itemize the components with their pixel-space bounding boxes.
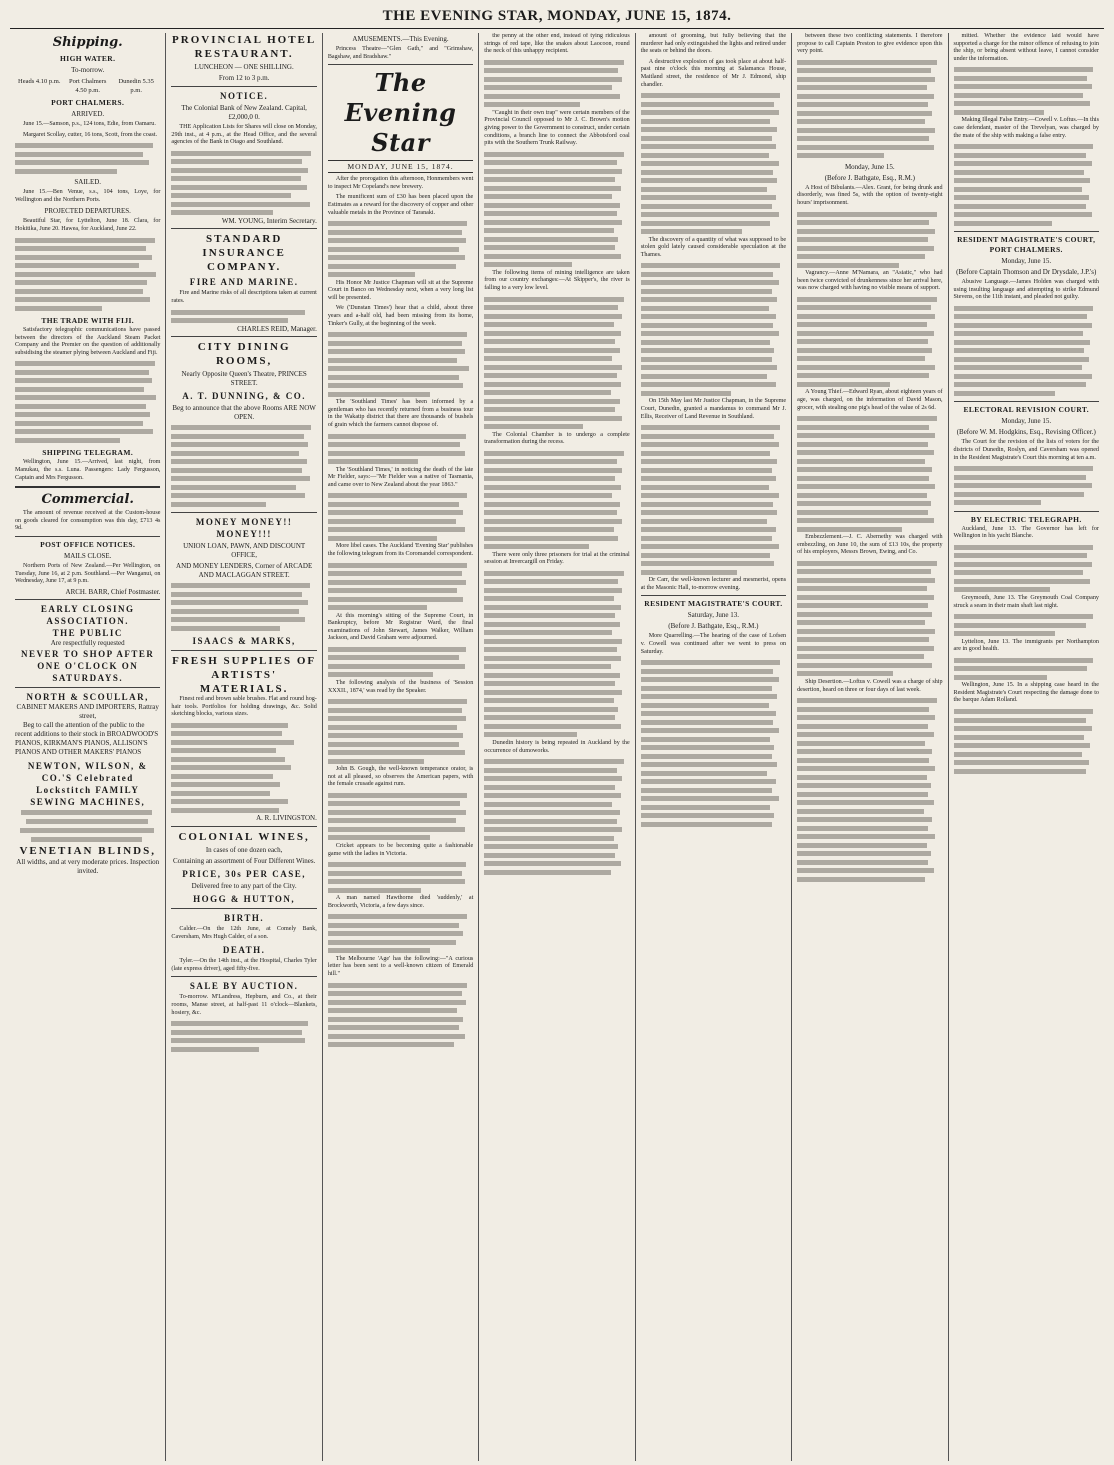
column-4 bbox=[479, 33, 635, 1461]
body-text bbox=[641, 92, 786, 237]
early-closing-line: Are respectfully requested bbox=[50, 639, 125, 648]
body-text bbox=[15, 237, 160, 314]
divider bbox=[954, 231, 1099, 232]
article-paragraph: Making Illegal False Entry.—Cowell v. Loftus.—In this case defendant, master of the Trevelyan, was charged by the mate of the ship with making a false entry. bbox=[953, 117, 1099, 139]
projected-label: PROJECTED DEPARTURES. bbox=[44, 207, 131, 216]
divider bbox=[15, 536, 160, 537]
body-text bbox=[171, 309, 316, 326]
court-case: Vagrancy.—Anne M'Namara, an "Asiatic," who had been twice convicted of drunkenness since her arrival here, was now charged with having no visible means of support. bbox=[797, 270, 943, 292]
early-closing-ad bbox=[15, 603, 160, 684]
early-closing-line: NEVER TO SHOP AFTER bbox=[20, 649, 155, 660]
paper-title: The Evening Star bbox=[344, 68, 457, 158]
telegraph-heading: BY ELECTRIC TELEGRAPH. bbox=[970, 514, 1082, 524]
article-paragraph: The following items of mining intelligence are taken from our country exchanges:—At Skipper's, the river is falling to a very low level. bbox=[484, 269, 630, 291]
article-paragraph: More Quarrelling.—The hearing of the case of Lofsen v. Cowell was continued after we went to press on Saturday. bbox=[640, 633, 787, 655]
bank-notice: THE Application Lists for Shares will close on Monday, 29th inst., at 4 p.m., at the Head Office, and the several agencies of the Bank in Otago and Southland. bbox=[171, 124, 317, 146]
high-water-heading: HIGH WATER. bbox=[60, 54, 116, 63]
fire-marine-line: FIRE AND MARINE. bbox=[189, 277, 299, 288]
article-paragraph: On 15th May last Mr Justice Chapman, in the Supreme Court, Dunedin, granted a mandamus to command Mr J. Ellis, Receiver of Land Revenue in Southland. bbox=[640, 398, 787, 420]
body-text bbox=[171, 424, 316, 509]
column-5 bbox=[636, 33, 792, 1461]
body-text bbox=[954, 465, 1099, 508]
article-paragraph: Dr Carr, the well-known lecturer and mesmerist, opens at the Masonic Hall, to-morrow evening. bbox=[640, 577, 787, 591]
editorial-paragraph: We ('Dunstan Times') hear that a child, about three years and a-half old, had been missing from its home, Tinker's Gully, at the beginning of the week. bbox=[327, 305, 474, 327]
artists-materials-body: Finest red and brown sable brushes. Flat and round hog-hair tools. Portfolios for holding drawings, &c. Solid sketching blocks, various sizes. bbox=[171, 696, 317, 718]
arrival-entry: Margaret Scollay, cutter, 16 tons, Scott, from the coast. bbox=[23, 131, 158, 138]
divider bbox=[15, 687, 160, 688]
postmaster-signature: ARCH. BARR, Chief Postmaster. bbox=[65, 587, 161, 596]
body-text bbox=[954, 544, 1099, 595]
body-text bbox=[797, 560, 942, 679]
court-case: Abusive Language.—James Holden was charged with using insulting language and attempting to strike Edmund Stevens, on the 11th instant, and pleaded not guilty. bbox=[953, 279, 1099, 301]
telegraph-item: Auckland, June 13. The Governor has left for Wellington in his yacht Blanche. bbox=[953, 525, 1099, 540]
body-text bbox=[954, 613, 1099, 639]
article-paragraph: The discovery of a quantity of what was supposed to be stolen gold lately caused considerable speculation at the Thames. bbox=[640, 236, 787, 258]
divider bbox=[171, 826, 316, 827]
venetian-sub: All widths, and at very moderate prices. Inspection invited. bbox=[16, 858, 160, 876]
tide-port-chalmers: Port Chalmers 4.50 p.m. bbox=[69, 78, 107, 94]
article-paragraph: the penny at the other end, instead of tying ridiculous strings of red tape, like the snakes about Laocoon, round the neck of this unhappy recipient. bbox=[484, 33, 630, 55]
editorial-paragraph: More libel cases. The Auckland 'Evening Star' publishes the following telegram from its Coromandel correspondent. bbox=[327, 543, 474, 557]
body-text bbox=[15, 142, 160, 176]
body-text bbox=[641, 659, 786, 829]
court-date: Monday, June 15. bbox=[844, 162, 895, 171]
court-case: Embezzlement.—J. C. Abernethy was charged with embezzling, on June 10, the sum of £13 10s, the property of his employers, Messrs Brown, Ewing, and Co. bbox=[797, 534, 943, 556]
wines-price: PRICE, 30s PER CASE, bbox=[182, 869, 307, 880]
body-text bbox=[797, 415, 942, 534]
early-closing-title: EARLY CLOSING ASSOCIATION. bbox=[40, 604, 135, 627]
body-text bbox=[328, 433, 473, 467]
tomorrow-label: To-morrow. bbox=[71, 66, 105, 74]
birth-notice: Calder.—On the 12th June, at Comely Bank, Caversham, Mrs Hugh Calder, of a son. bbox=[171, 926, 317, 940]
sailing-entry: June 15.—Ben Venue, s.s., 104 tons, Loye, for Wellington and the Northern Ports. bbox=[15, 189, 161, 203]
divider bbox=[171, 512, 316, 513]
insurance-body: Fire and Marine risks of all descriptions taken at current rates. bbox=[171, 290, 317, 304]
telegram-article: Wellington, June 15.—Arrived, last night, from Manukau, the s.s. Luna. Passengers: Lady Fergusson, Captain and Mrs Fergusson. bbox=[15, 459, 161, 481]
divider bbox=[328, 64, 473, 65]
body-text bbox=[484, 296, 629, 432]
editorial-paragraph: His Honor Mr Justice Chapman will sit at the Supreme Court in Banco on Wednesday next, when a very long list will be presented. bbox=[327, 279, 474, 301]
court-judge: (Before J. Bathgate, Esq., R.M.) bbox=[824, 173, 915, 182]
divider bbox=[954, 511, 1099, 512]
column-3 bbox=[323, 33, 479, 1461]
sailed-label: SAILED. bbox=[74, 178, 102, 187]
wines-line: Delivered free to any part of the City. bbox=[191, 882, 297, 891]
notice-heading: NOTICE. bbox=[220, 91, 269, 101]
court-date: Monday, June 15. bbox=[1001, 417, 1052, 426]
body-text bbox=[484, 570, 629, 740]
standard-insurance-title: STANDARD INSURANCE COMPANY. bbox=[202, 233, 286, 274]
divider bbox=[15, 486, 160, 488]
union-loan-sub: AND MONEY LENDERS, Corner of ARCADE AND MACLAGGAN STREET. bbox=[176, 562, 313, 580]
column-6 bbox=[792, 33, 948, 1461]
body-text bbox=[641, 424, 786, 577]
port-chalmers-heading: PORT CHALMERS. bbox=[51, 98, 125, 107]
body-text bbox=[328, 861, 473, 895]
body-text bbox=[171, 582, 316, 633]
wines-line: In cases of one dozen each, bbox=[205, 846, 283, 855]
body-text bbox=[171, 150, 316, 218]
post-office-heading: POST OFFICE NOTICES. bbox=[40, 540, 136, 549]
editorial-paragraph: The 'Southland Times' has been informed by a gentleman who has recently returned from a business tour in the Wakatip district that there are thousands of bushels of grain which the farmers cannot dispose of. bbox=[327, 399, 474, 428]
artists-materials-title: FRESH SUPPLIES OF ARTISTS' MATERIALS. bbox=[172, 655, 317, 696]
fiji-article: Satisfactory telegraphic communications have passed between the directors of the Auckland Steam Packet Company and the Premier on the question of additionally subsidising the steamer plying between Auckland and Fiji. bbox=[15, 327, 161, 356]
auction-heading: SALE BY AUCTION. bbox=[189, 981, 299, 992]
body-text bbox=[328, 331, 473, 399]
article-paragraph: The Court for the revision of the lists of voters for the districts of Dunedin, Roslyn, and Caversham was opened in the Resident Magistrate's Court this morning at ten a.m. bbox=[953, 439, 1099, 461]
colonial-wines-title: COLONIAL WINES, bbox=[178, 831, 310, 844]
body-text bbox=[328, 562, 473, 613]
body-text bbox=[484, 151, 629, 270]
divider bbox=[954, 401, 1099, 402]
body-text bbox=[954, 143, 1099, 228]
body-text bbox=[484, 59, 629, 110]
insurance-signature: CHARLES REID, Manager. bbox=[237, 324, 317, 333]
divider bbox=[171, 86, 316, 87]
departures-entry: Beautiful Star, for Lyttelton, June 18. Clara, for Hokitika, June 20. Hawea, for Auckland, June 22. bbox=[15, 218, 161, 232]
city-dining-sub: Nearly Opposite Queen's Theatre, PRINCES STREET. bbox=[181, 370, 307, 388]
article-paragraph: between these two conflicting statements. I therefore propose to call Captain Preston to give evidence upon this very point. bbox=[797, 33, 943, 55]
shipping-heading: Shipping. bbox=[52, 35, 123, 50]
city-dining-title: CITY DINING ROOMS, bbox=[197, 341, 291, 368]
article-paragraph: mitted. Whether the evidence laid would have supported a charge for the minor offence of refusing to join the ship, or being absent without leave, I cannot consider under the information. bbox=[953, 33, 1099, 62]
court-case: A Host of Bibulants.—Alex. Grant, for being drunk and disorderly, was fined 5s, with the option of twenty-eight hours' imprisonment. bbox=[797, 184, 943, 206]
body-text bbox=[641, 262, 786, 398]
divider bbox=[171, 336, 316, 337]
article-paragraph: A destructive explosion of gas took place at about half-past nine o'clock this morning at Salamanca House, Maitland street, the residence of Mr J. Edmond, ship chandler. bbox=[640, 58, 787, 88]
court-judge: (Before W. M. Hodgkins, Esq., Revising Officer.) bbox=[956, 428, 1096, 437]
article-paragraph: Dunedin history is being repeated in Auckland by the occurrence of dumoworks. bbox=[484, 739, 630, 754]
column-1 bbox=[10, 33, 166, 1461]
fiji-heading: THE TRADE WITH FIJI. bbox=[41, 316, 135, 326]
editorial-paragraph: A man named Hawthorne died 'suddenly,' at Brockworth, Victoria, a few days since. bbox=[327, 895, 474, 909]
article-paragraph: The Colonial Chamber is to undergo a complete transformation during the recess. bbox=[484, 431, 630, 446]
sewing-machines-line: NEWTON, WILSON, & CO.'S Celebrated Lockstitch FAMILY SEWING MACHINES, bbox=[27, 761, 148, 808]
union-loan-signature: ISAACS & MARKS, bbox=[192, 636, 296, 647]
wines-line: Containing an assortment of Four Different Wines. bbox=[172, 857, 316, 866]
article-paragraph: There were only three prisoners for trial at the criminal session at Invercargill on Friday. bbox=[484, 551, 630, 566]
court-judge: (Before Captain Thomson and Dr Drysdale, J.P.'s) bbox=[956, 268, 1097, 277]
amusements-text: Princess Theatre—"Glen Gath," and "Grimshaw, Bagshaw, and Bradshaw." bbox=[327, 46, 474, 60]
tide-heads: Heads 4.10 p.m. bbox=[18, 78, 61, 85]
body-text bbox=[15, 808, 160, 844]
body-text bbox=[15, 360, 160, 445]
provincial-hotel-title: PROVINCIAL HOTEL RESTAURANT. bbox=[172, 34, 317, 60]
body-text bbox=[797, 59, 942, 161]
tide-table bbox=[15, 77, 160, 95]
telegraph-item: Greymouth, June 13. The Greymouth Coal Company struck a seam in their main shaft last night. bbox=[953, 594, 1099, 609]
divider bbox=[171, 228, 316, 229]
luncheon-hours: From 12 to 3 p.m. bbox=[218, 74, 270, 82]
telegraph-item: Wellington, June 15. In a shipping case heard in the Resident Magistrate's Court respecting the damage done to the barque Adam Rolland. bbox=[953, 682, 1099, 704]
column-7 bbox=[949, 33, 1104, 1461]
body-text bbox=[171, 1020, 316, 1054]
mail-schedule: Northern Ports of New Zealand.—Per Wellington, on Tuesday, June 16, at 2 p.m. Southland.—Per Wanganui, on Wednesday, June 17, at 9 p.m. bbox=[15, 563, 161, 585]
death-notice: Tyler.—On the 14th inst., at the Hospital, Charles Tyler (late express driver), aged fifty-five. bbox=[171, 958, 317, 972]
divider bbox=[641, 595, 786, 596]
body-text bbox=[328, 698, 473, 766]
court-judge: (Before J. Bathgate, Esq., R.M.) bbox=[668, 622, 759, 631]
colonial-bank-line: The Colonial Bank of New Zealand. Capital, £2,000,0 0. bbox=[181, 104, 307, 121]
body-text bbox=[797, 211, 942, 271]
body-text bbox=[171, 722, 316, 816]
auction-notice: To-morrow. M'Landress, Hepburn, and Co., at their rooms, Manse street, at half-past 11 o'clock—Blankets, hosiery, &c. bbox=[171, 994, 317, 1016]
columns bbox=[10, 33, 1104, 1461]
court-case: A Young Thief.—Edward Ryan, about eighteen years of age, was charged, on the information of David Mason, grocer, with stealing one pig's head of the value of 2s 6d. bbox=[797, 389, 943, 411]
court-case: Ship Desertion.—Loftus v. Cowell was a charge of ship desertion, heard on three or four days of last week. bbox=[797, 678, 943, 693]
city-dining-body: Beg to announce that the above Rooms ARE NOW OPEN. bbox=[172, 404, 316, 422]
early-closing-line: THE PUBLIC bbox=[52, 628, 123, 639]
editorial-paragraph: After the prorogation this afternoon, Honmembers went to inspect Mr Copeland's new brewery. bbox=[327, 176, 474, 190]
body-text bbox=[954, 305, 1099, 399]
editorial-paragraph: The Melbourne 'Age' has the following:—"A curious letter has been sent to a well-known citizen of Emerald hill." bbox=[327, 955, 474, 977]
telegraph-item: Lyttelton, June 13. The immigrants per Northampton are in good health. bbox=[953, 638, 1099, 653]
body-text bbox=[484, 758, 629, 877]
editorial-paragraph: The 'Southland Times,' in noticing the death of the late Mr Fielder, says:—"Mr Fielder was a native of Tasmania, and came over to New Zealand about the year 1863." bbox=[327, 466, 474, 488]
divider bbox=[171, 650, 316, 651]
body-text bbox=[954, 657, 1099, 683]
early-closing-line: ONE O'CLOCK ON SATURDAYS. bbox=[37, 661, 139, 684]
shipping-telegram-heading: SHIPPING TELEGRAM. bbox=[42, 448, 134, 458]
divider bbox=[171, 976, 316, 977]
body-text bbox=[328, 492, 473, 543]
body-text bbox=[484, 450, 629, 552]
court-date: Saturday, June 13. bbox=[687, 611, 740, 620]
city-dining-owner: A. T. DUNNING, & CO. bbox=[182, 391, 306, 402]
body-text bbox=[328, 913, 473, 956]
editorial-paragraph: At this morning's sitting of the Supreme Court, in Bankruptcy, before Mr Registrar Ward, the final examinations of John Stewart, James Walker, William Jackson, and David Graham were adjourned. bbox=[327, 612, 474, 642]
money-line: MONEY MONEY!! MONEY!!! bbox=[195, 517, 293, 540]
commercial-heading: Commercial. bbox=[41, 492, 134, 508]
body-text bbox=[954, 708, 1099, 776]
death-heading: DEATH. bbox=[222, 945, 266, 956]
editorial-paragraph: John B. Gough, the well-known temperance orator, is not at all pleased, so observes the American papers, with the female crusade against rum. bbox=[327, 766, 474, 788]
north-scoullar-ad bbox=[15, 691, 160, 876]
court-date: Monday, June 15. bbox=[1001, 257, 1052, 266]
mails-close-label: MAILS CLOSE. bbox=[63, 552, 112, 560]
body-text bbox=[328, 646, 473, 680]
arrival-entry: June 15.—Samson, p.s., 124 tons, Edie, from Oamaru. bbox=[23, 121, 156, 127]
divider bbox=[15, 599, 160, 600]
masthead: THE EVENING STAR, MONDAY, JUNE 15, 1874. bbox=[10, 8, 1104, 29]
artists-signature: A. R. LIVINGSTON. bbox=[256, 814, 317, 823]
body-text bbox=[328, 792, 473, 843]
revenue-note: The amount of revenue received at the Custom-house on goods cleared for consumption was this day, £713 4s 9d. bbox=[15, 510, 161, 532]
port-court-heading: RESIDENT MAGISTRATE'S COURT, PORT CHALMERS. bbox=[957, 235, 1096, 255]
luncheon-line: LUNCHEON — ONE SHILLING. bbox=[194, 63, 294, 71]
body-text bbox=[797, 697, 942, 884]
body-text bbox=[954, 66, 1099, 117]
advertiser-name: NORTH & SCOULLAR, bbox=[26, 692, 149, 703]
court-heading: RESIDENT MAGISTRATE'S COURT. bbox=[644, 599, 783, 609]
amusements-heading: AMUSEMENTS.—This Evening. bbox=[352, 35, 449, 43]
venetian-blinds-line: VENETIAN BLINDS, bbox=[19, 845, 156, 858]
body-text bbox=[328, 982, 473, 1050]
article-paragraph: "Caught in their own trap" were certain members of the Provincial Council opposed to Mr J. C. Brown's motion giving power to the Government to construct, under certain conditions, a branch line to connect the Abbotsford coal pits with the Southern Trunk Railway. bbox=[484, 109, 630, 147]
birth-heading: BIRTH. bbox=[224, 913, 265, 924]
wines-signature: HOGG & HUTTON, bbox=[193, 894, 296, 905]
dateline: MONDAY, JUNE 15, 1874. bbox=[328, 160, 473, 173]
article-paragraph: amount of grooming, but fully believing that the murderer had only extinguished the lights and retired under the seats or behind the doors. bbox=[640, 33, 787, 55]
body-text bbox=[797, 296, 942, 390]
electoral-heading: ELECTORAL REVISION COURT. bbox=[963, 405, 1089, 415]
bank-signature: WM. YOUNG, Interim Secretary. bbox=[221, 216, 317, 225]
arrived-label: ARRIVED. bbox=[71, 110, 105, 118]
tide-dunedin: Dunedin 5.35 p.m. bbox=[118, 78, 154, 94]
editorial-paragraph: Cricket appears to be becoming quite a fashionable game with the ladies in Victoria. bbox=[327, 842, 474, 857]
editorial-paragraph: The following analysis of the business of 'Session XXXII., 1874,' was read by the Speaker. bbox=[327, 679, 474, 694]
advertiser-subtitle: CABINET MAKERS AND IMPORTERS, Rattray street, bbox=[16, 703, 159, 721]
body-text bbox=[328, 220, 473, 280]
ad-body: Beg to call the attention of the public to the recent additions to their stock in BROADWOOD'S PIANOS, KIRKMAN'S PIANOS, ALLISON'S PIANOS AND OTHER MAKERS' PIANOS bbox=[15, 721, 159, 757]
divider bbox=[171, 908, 316, 909]
editorial-paragraph: The munificent sum of £30 has been placed upon the Estimates as a reward for the discovery of copper and other valuable metals in the Province of Taranaki. bbox=[327, 194, 474, 216]
union-loan-line: UNION LOAN, PAWN, AND DISCOUNT OFFICE, bbox=[183, 542, 306, 560]
column-2 bbox=[166, 33, 322, 1461]
